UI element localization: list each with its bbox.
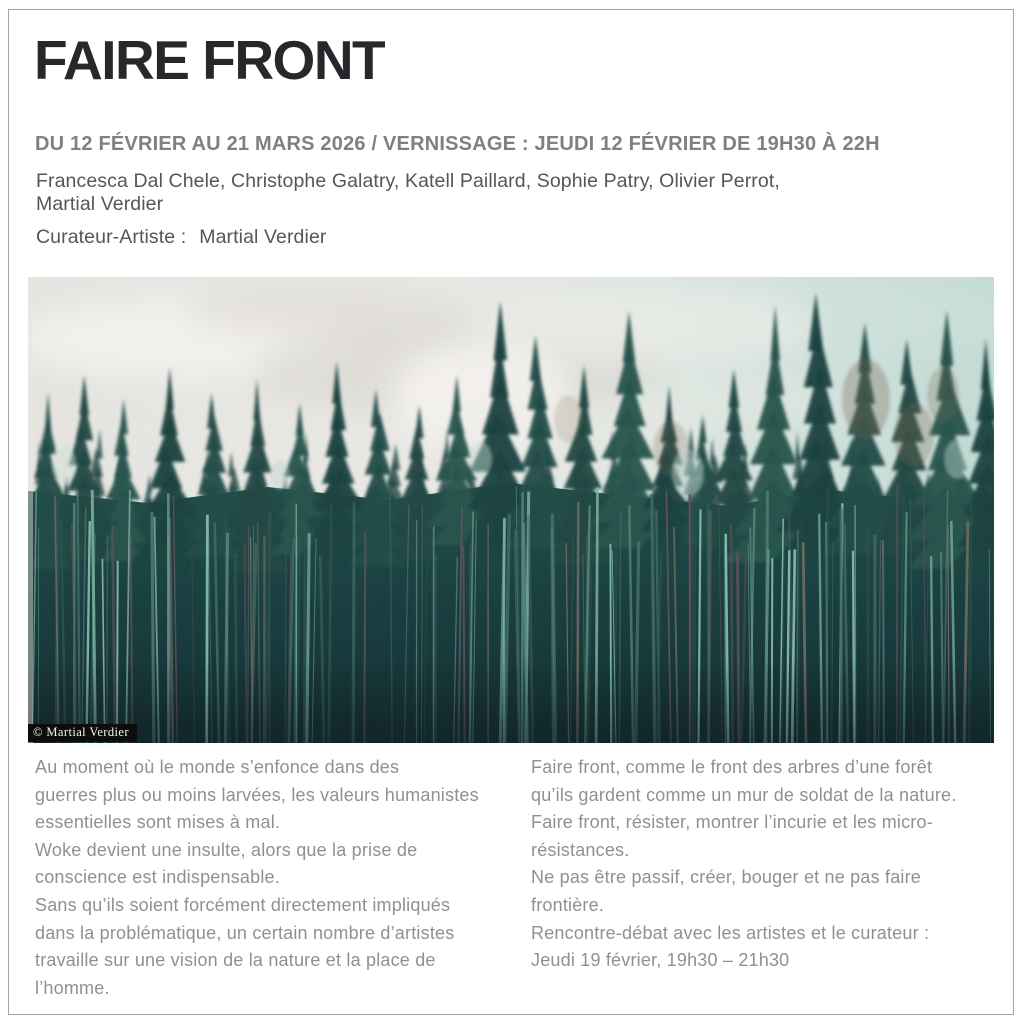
text-line: Au moment où le monde s’enfonce dans des	[35, 757, 400, 777]
text-line: Ne pas être passif, créer, bouger et ne pas faire	[531, 867, 922, 888]
curator-name: Martial Verdier	[199, 226, 327, 248]
text-line: Faire front, résister, montrer l’incurie et les micro-	[531, 812, 933, 833]
statement-left-column	[35, 754, 517, 1002]
text-line: l’homme.	[35, 977, 110, 998]
artists-line: Martial Verdier	[36, 193, 164, 215]
curator-label: Curateur-Artiste :	[36, 226, 187, 248]
text-line: travaille sur une vision de la nature et la place de	[35, 950, 436, 971]
text-line: conscience est indispensable.	[35, 867, 280, 888]
artists-list	[36, 170, 780, 216]
forest-photo-illustration	[28, 277, 994, 743]
text-line: qu’ils gardent comme un mur de soldat de la nature.	[531, 784, 957, 805]
text-line: Faire front, comme le front des arbres d’une forêt	[531, 757, 933, 777]
exhibition-photo	[28, 277, 994, 743]
text-line: dans la problématique, un certain nombre d’artistes	[35, 922, 455, 943]
photo-credit: © Martial Verdier	[28, 724, 137, 742]
text-line: Jeudi 19 février, 19h30 – 21h30	[531, 950, 790, 971]
text-line: Sans qu’ils soient forcément directement impliqués	[35, 894, 451, 915]
text-line: guerres plus ou moins larvées, les valeurs humanistes	[35, 784, 479, 805]
text-line: Woke devient une insulte, alors que la prise de	[35, 839, 418, 860]
statement-right-column	[531, 754, 1001, 975]
text-line: frontière.	[531, 894, 605, 915]
text-line: Rencontre-débat avec les artistes et le curateur :	[531, 922, 930, 943]
text-line: résistances.	[531, 839, 630, 860]
exhibition-dates-line: DU 12 FÉVRIER AU 21 MARS 2026 / VERNISSAGE : JEUDI 12 FÉVRIER DE 19H30 À 22H	[35, 133, 880, 155]
text-line: essentielles sont mises à mal.	[35, 812, 281, 833]
curator-line	[36, 226, 326, 249]
artists-line: Francesca Dal Chele, Christophe Galatry, Katell Paillard, Sophie Patry, Olivier Perrot,	[36, 170, 780, 192]
page-title: FAIRE FRONT	[34, 29, 385, 91]
